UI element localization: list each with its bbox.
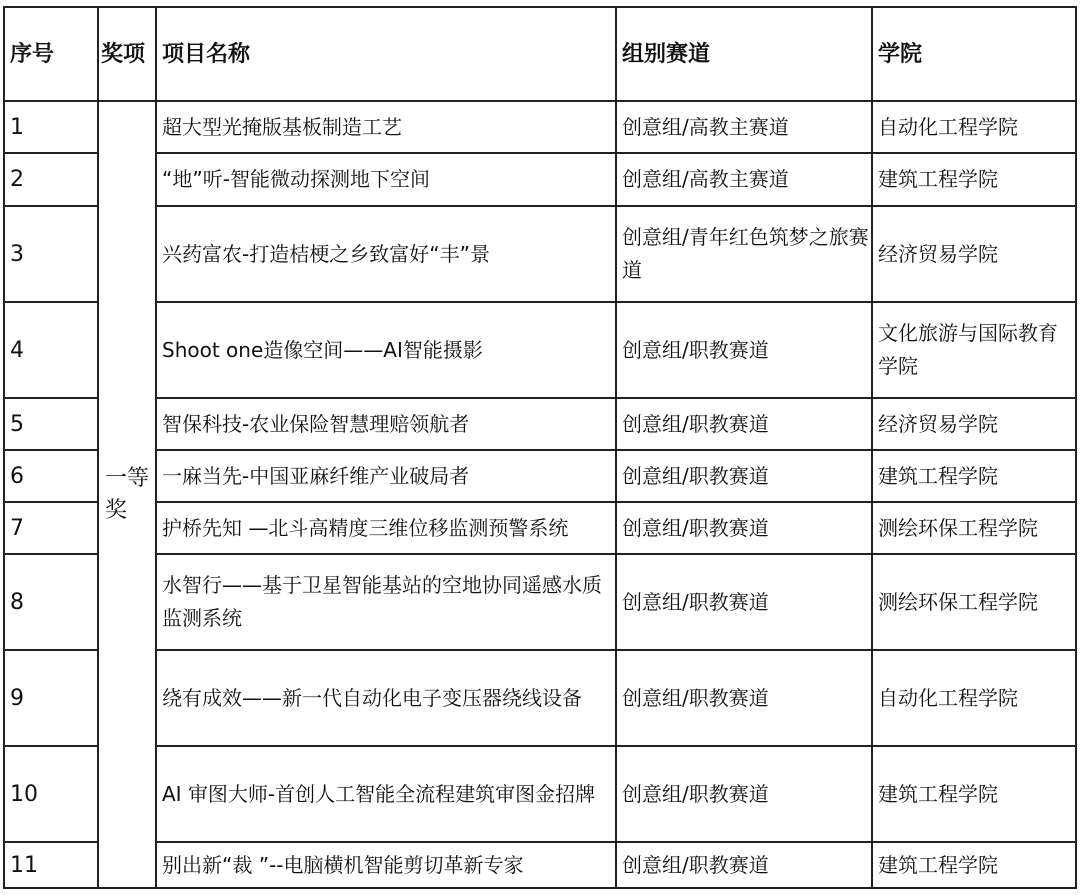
header-index: 序号	[4, 7, 98, 101]
track-name: 创意组/职教赛道	[616, 842, 872, 888]
table-row	[4, 101, 1076, 153]
header-award: 奖项	[98, 7, 156, 101]
row-number: 9	[4, 650, 98, 746]
row-number: 4	[4, 302, 98, 398]
college-name: 自动化工程学院	[872, 650, 1076, 746]
project-name: Shoot one造像空间——AI智能摄影	[156, 302, 616, 398]
table-row	[4, 302, 1076, 398]
row-number: 2	[4, 153, 98, 206]
project-name: 绕有成效——新一代自动化电子变压器绕线设备	[156, 650, 616, 746]
award-table	[3, 6, 1077, 889]
college-name: 自动化工程学院	[872, 101, 1076, 153]
college-name: 建筑工程学院	[872, 746, 1076, 842]
award-level: 一等奖	[98, 101, 156, 888]
table-row	[4, 450, 1076, 502]
project-name: 水智行——基于卫星智能基站的空地协同遥感水质监测系统	[156, 554, 616, 650]
header-project: 项目名称	[156, 7, 616, 101]
track-name: 创意组/职教赛道	[616, 450, 872, 502]
college-name: 文化旅游与国际教育学院	[872, 302, 1076, 398]
project-name: 一麻当先-中国亚麻纤维产业破局者	[156, 450, 616, 502]
row-number: 1	[4, 101, 98, 153]
track-name: 创意组/高教主赛道	[616, 153, 872, 206]
table-row	[4, 554, 1076, 650]
track-name: 创意组/职教赛道	[616, 502, 872, 554]
table-row	[4, 153, 1076, 206]
project-name: AI 审图大师-首创人工智能全流程建筑审图金招牌	[156, 746, 616, 842]
track-name: 创意组/职教赛道	[616, 398, 872, 450]
project-name: 超大型光掩版基板制造工艺	[156, 101, 616, 153]
track-name: 创意组/职教赛道	[616, 746, 872, 842]
project-name: 智保科技-农业保险智慧理赔领航者	[156, 398, 616, 450]
track-name: 创意组/高教主赛道	[616, 101, 872, 153]
header-college: 学院	[872, 7, 1076, 101]
row-number: 8	[4, 554, 98, 650]
row-number: 7	[4, 502, 98, 554]
college-name: 测绘环保工程学院	[872, 554, 1076, 650]
college-name: 测绘环保工程学院	[872, 502, 1076, 554]
college-name: 建筑工程学院	[872, 153, 1076, 206]
project-name: 别出新“裁 ”--电脑横机智能剪切革新专家	[156, 842, 616, 888]
college-name: 建筑工程学院	[872, 842, 1076, 888]
row-number: 5	[4, 398, 98, 450]
college-name: 建筑工程学院	[872, 450, 1076, 502]
project-name: 兴药富农-打造桔梗之乡致富好“丰”景	[156, 206, 616, 302]
row-number: 10	[4, 746, 98, 842]
header-row	[4, 7, 1076, 101]
header-track: 组别赛道	[616, 7, 872, 101]
track-name: 创意组/职教赛道	[616, 554, 872, 650]
table-row	[4, 502, 1076, 554]
track-name: 创意组/青年红色筑梦之旅赛道	[616, 206, 872, 302]
row-number: 6	[4, 450, 98, 502]
table-row	[4, 398, 1076, 450]
college-name: 经济贸易学院	[872, 398, 1076, 450]
table-row	[4, 842, 1076, 888]
project-name: “地”听-智能微动探测地下空间	[156, 153, 616, 206]
row-number: 11	[4, 842, 98, 888]
track-name: 创意组/职教赛道	[616, 302, 872, 398]
row-number: 3	[4, 206, 98, 302]
project-name: 护桥先知 —北斗高精度三维位移监测预警系统	[156, 502, 616, 554]
table-row	[4, 206, 1076, 302]
track-name: 创意组/职教赛道	[616, 650, 872, 746]
college-name: 经济贸易学院	[872, 206, 1076, 302]
table-row	[4, 650, 1076, 746]
table-row	[4, 746, 1076, 842]
